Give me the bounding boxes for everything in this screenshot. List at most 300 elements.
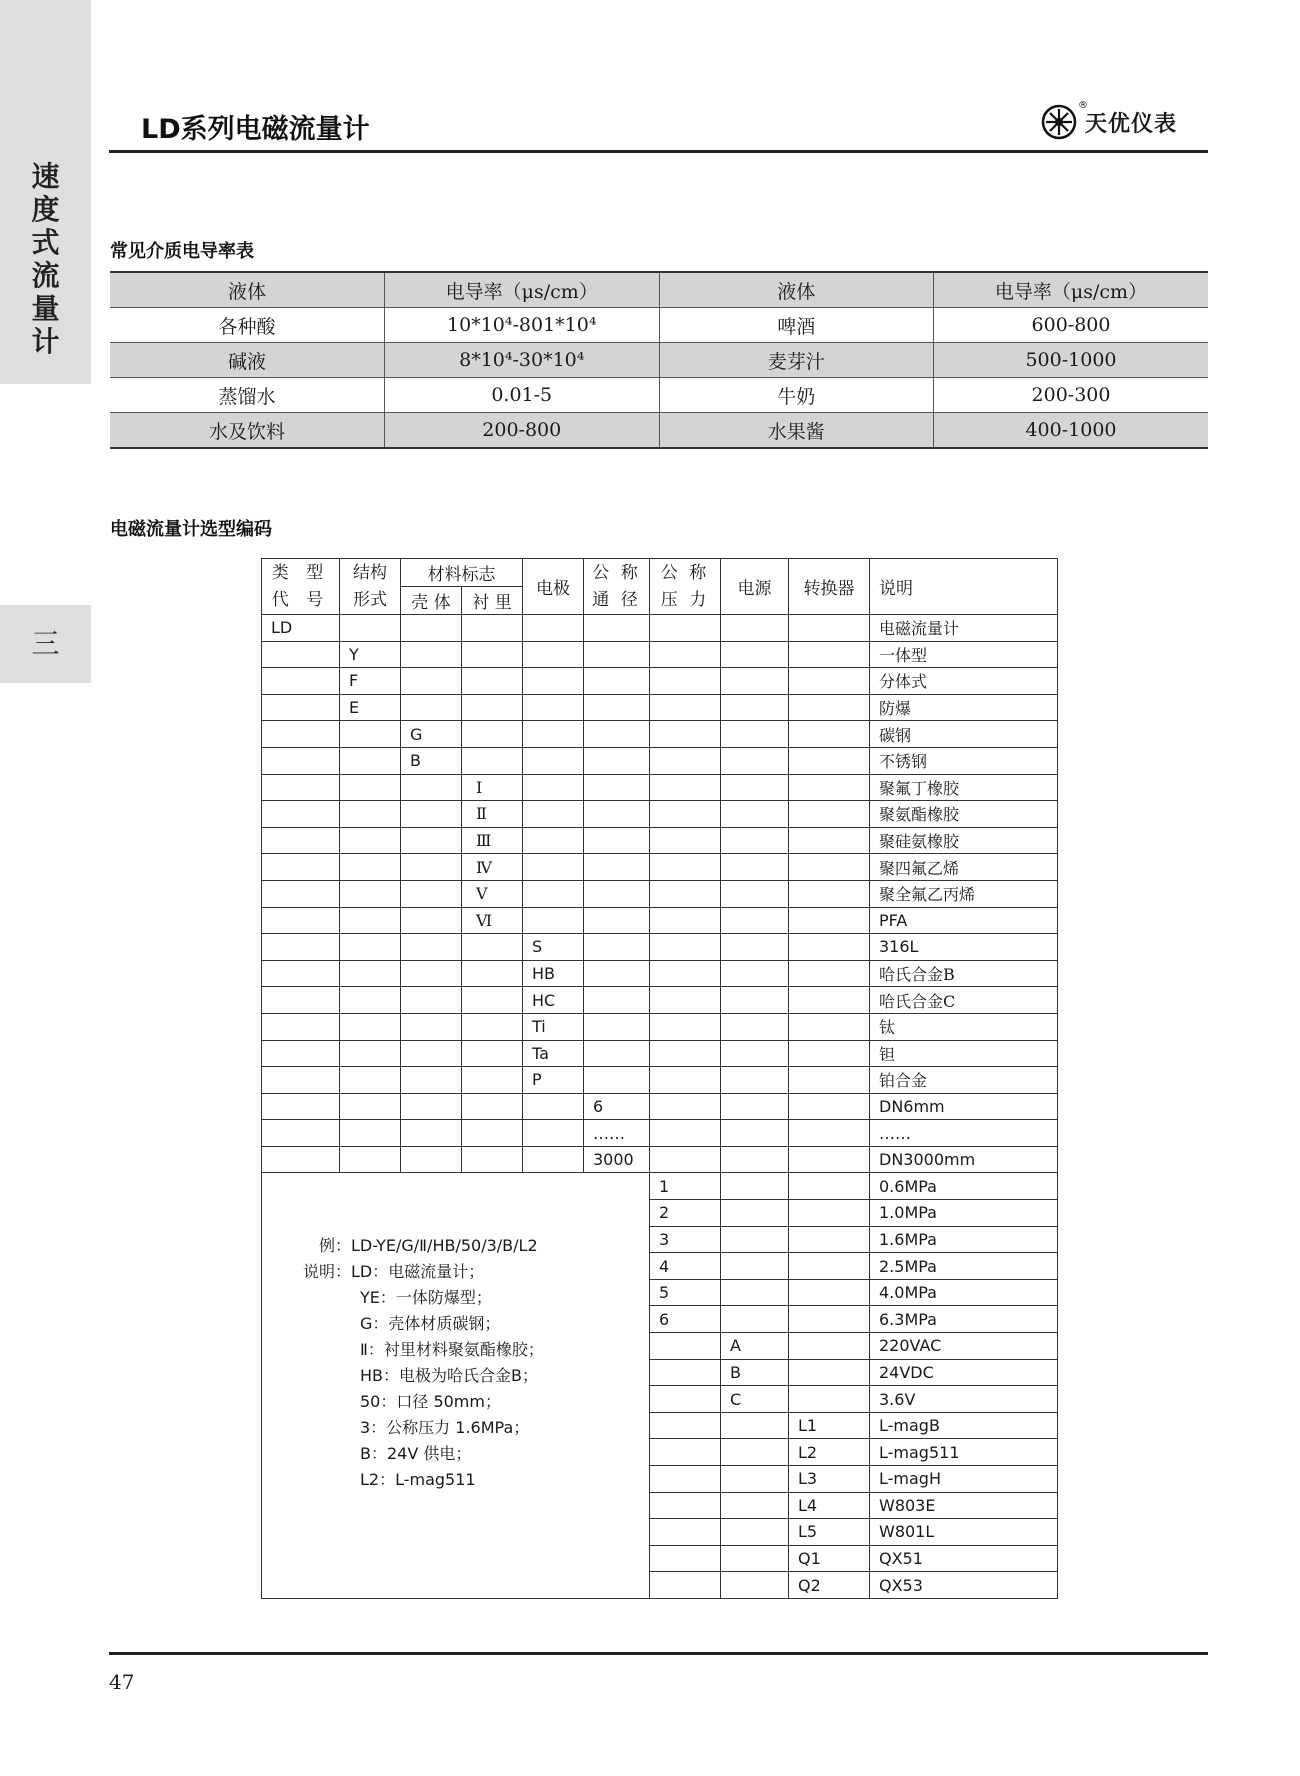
code-cell [401,1013,462,1040]
header-line: 类 型 [271,562,330,583]
selection-row [262,774,1058,801]
selection-title: 电磁流量计选型编码 [110,519,272,540]
code-cell: B [401,747,462,774]
code-cell: HC [523,987,584,1014]
code-cell [523,1120,584,1147]
selection-row [262,747,1058,774]
desc-cell: 钽 [870,1040,1058,1067]
chapter-label: 三 [31,627,60,660]
desc-cell: DN3000mm [870,1146,1058,1173]
code-cell: HB [523,960,584,987]
code-cell [401,694,462,721]
conductivity-header-cell: 电导率（μs/cm） [934,272,1209,308]
code-cell [650,854,721,881]
code-cell [340,827,401,854]
code-cell [650,801,721,828]
code-cell [523,615,584,642]
code-cell [462,960,523,987]
code-cell: Q2 [789,1572,870,1599]
code-cell [401,907,462,934]
selection-row [262,880,1058,907]
code-cell: LD [262,615,340,642]
code-cell [789,1093,870,1120]
desc-cell: L-magB [870,1412,1058,1439]
header-line: 形式 [353,589,387,610]
code-cell [721,854,789,881]
desc-cell: 2.5MPa [870,1253,1058,1280]
code-cell [262,1067,340,1094]
conductivity-row [110,343,1208,378]
code-cell [584,1067,650,1094]
code-cell [262,721,340,748]
conductivity-cell: 麦芽汁 [659,343,934,378]
code-cell [721,960,789,987]
code-cell [789,1200,870,1227]
conductivity-cell: 8*10⁴-30*10⁴ [385,343,660,378]
header-line: 压 力 [660,589,710,610]
desc-cell: 6.3MPa [870,1306,1058,1333]
code-cell [650,1093,721,1120]
code-cell [340,1146,401,1173]
desc-cell: 聚氨酯橡胶 [870,801,1058,828]
code-cell [650,1466,721,1493]
desc-cell: 4.0MPa [870,1279,1058,1306]
code-cell [789,1359,870,1386]
header-line: 结构 [353,562,387,583]
code-cell [721,1306,789,1333]
code-cell [789,721,870,748]
code-cell [262,934,340,961]
code-cell [789,1067,870,1094]
desc-cell: 24VDC [870,1359,1058,1386]
selection-row [262,827,1058,854]
code-cell [401,880,462,907]
conductivity-cell: 水果酱 [659,413,934,449]
code-cell [721,1013,789,1040]
selection-row [262,694,1058,721]
code-cell [650,1439,721,1466]
code-cell: 3000 [584,1146,650,1173]
code-cell [721,1120,789,1147]
code-cell [523,747,584,774]
code-cell [340,1093,401,1120]
desc-cell: L-mag511 [870,1439,1058,1466]
code-cell [789,774,870,801]
code-cell [462,747,523,774]
selection-row [262,615,1058,642]
code-cell: 1 [650,1173,721,1200]
side-label-char: 流 [31,259,60,292]
code-cell [401,960,462,987]
code-cell [584,747,650,774]
code-cell [401,615,462,642]
header-converter: 转换器 [789,559,870,615]
code-cell [401,934,462,961]
code-cell [789,1013,870,1040]
code-cell [721,1093,789,1120]
example-line: YE：一体防爆型； [360,1288,492,1308]
code-cell [789,854,870,881]
code-cell [584,694,650,721]
code-cell [789,1386,870,1413]
code-cell [721,1519,789,1546]
code-cell [789,880,870,907]
code-cell: L3 [789,1466,870,1493]
code-cell [721,1146,789,1173]
code-cell [262,880,340,907]
selection-row [262,960,1058,987]
desc-cell: 1.0MPa [870,1200,1058,1227]
conductivity-cell: 各种酸 [110,308,385,343]
code-cell [721,641,789,668]
header-desc: 说明 [870,559,1058,615]
code-cell [789,907,870,934]
code-cell [262,1146,340,1173]
code-cell [650,1492,721,1519]
conductivity-cell: 10*10⁴-801*10⁴ [385,308,660,343]
conductivity-cell: 牛奶 [659,378,934,413]
example-line: Ⅱ：衬里材料聚氨酯橡胶； [360,1340,544,1360]
code-cell: 6 [650,1306,721,1333]
desc-cell: 聚硅氨橡胶 [870,827,1058,854]
code-cell [584,801,650,828]
desc-cell: 聚氟丁橡胶 [870,774,1058,801]
code-cell [262,1040,340,1067]
code-cell [340,774,401,801]
example-line: L2：L-mag511 [360,1470,476,1490]
header-pressure [650,559,721,615]
desc-cell: 铂合金 [870,1067,1058,1094]
code-cell [340,907,401,934]
page-number: 47 [109,1670,135,1694]
code-cell [650,1120,721,1147]
code-cell [650,1013,721,1040]
code-cell [650,721,721,748]
code-cell [650,1333,721,1360]
example-line: 例：LD-YE/G/Ⅱ/HB/50/3/B/L2 [319,1236,538,1256]
code-cell [650,1067,721,1094]
side-label-char: 式 [31,226,60,259]
desc-cell: PFA [870,907,1058,934]
selection-code-table [261,558,1058,1599]
code-cell [721,668,789,695]
code-cell [721,1040,789,1067]
code-cell [262,668,340,695]
code-cell: 6 [584,1093,650,1120]
desc-cell: 钛 [870,1013,1058,1040]
conductivity-cell: 200-800 [385,413,660,449]
code-cell [650,1359,721,1386]
code-cell [584,960,650,987]
code-cell [262,827,340,854]
code-cell [721,1067,789,1094]
code-cell: Q1 [789,1545,870,1572]
desc-cell: 哈氏合金C [870,987,1058,1014]
selection-row [262,934,1058,961]
code-cell [584,934,650,961]
code-cell [721,774,789,801]
code-cell [340,747,401,774]
desc-cell: …… [870,1120,1058,1147]
code-cell [789,1306,870,1333]
page-title: LD系列电磁流量计 [141,114,370,145]
code-cell [262,747,340,774]
code-cell [721,747,789,774]
code-cell [721,1279,789,1306]
code-cell [650,668,721,695]
code-cell [650,615,721,642]
conductivity-cell: 蒸馏水 [110,378,385,413]
code-cell: Ta [523,1040,584,1067]
header-lining: 衬 里 [462,587,523,615]
code-cell [650,694,721,721]
code-cell [523,1146,584,1173]
code-cell: 5 [650,1279,721,1306]
selection-row [262,987,1058,1014]
code-cell [789,615,870,642]
conductivity-cell: 啤酒 [659,308,934,343]
conductivity-header-cell: 液体 [110,272,385,308]
code-cell [523,880,584,907]
selection-row [262,1146,1058,1173]
code-cell [789,1333,870,1360]
code-cell [721,1466,789,1493]
conductivity-title: 常见介质电导率表 [110,241,254,262]
code-cell [789,694,870,721]
code-cell: A [721,1333,789,1360]
code-cell: Ⅳ [462,854,523,881]
code-cell [462,641,523,668]
code-cell [262,694,340,721]
code-cell [789,1253,870,1280]
brand-name: 天优仪表 [1085,111,1178,137]
code-cell [462,934,523,961]
code-cell [401,1146,462,1173]
code-cell [523,1093,584,1120]
brand-logo [1041,100,1181,144]
footer-rule [109,1652,1208,1655]
example-line: 50：口径 50mm； [360,1392,501,1412]
selection-row [262,1173,1058,1200]
conductivity-cell: 0.01-5 [385,378,660,413]
code-cell [523,641,584,668]
code-cell [650,827,721,854]
conductivity-cell: 200-300 [1031,384,1111,406]
code-cell [401,827,462,854]
header-power: 电源 [721,559,789,615]
code-cell [721,907,789,934]
desc-cell: 316L [870,934,1058,961]
conductivity-header-row [110,272,1208,308]
code-cell [789,960,870,987]
code-cell [262,907,340,934]
code-cell [462,668,523,695]
code-cell [462,615,523,642]
code-cell [340,960,401,987]
header-rule [109,150,1208,153]
code-cell: S [523,934,584,961]
code-cell [401,854,462,881]
code-cell: F [340,668,401,695]
conductivity-cell: 600-800 [1031,314,1111,336]
code-cell [340,934,401,961]
code-cell [462,721,523,748]
example-line: 说明：LD：电磁流量计； [303,1262,485,1282]
desc-cell: 聚四氟乙烯 [870,854,1058,881]
desc-cell: 不锈钢 [870,747,1058,774]
selection-row [262,854,1058,881]
code-cell [650,987,721,1014]
code-cell [340,1040,401,1067]
code-cell [401,641,462,668]
code-cell [650,907,721,934]
code-cell: B [721,1359,789,1386]
code-cell [584,641,650,668]
selection-row [262,668,1058,695]
code-cell [462,1013,523,1040]
code-cell [401,1093,462,1120]
code-cell [584,615,650,642]
code-cell [401,801,462,828]
code-cell: L4 [789,1492,870,1519]
code-cell [721,615,789,642]
code-cell: …… [584,1120,650,1147]
code-cell [650,1040,721,1067]
selection-row [262,1013,1058,1040]
conductivity-cell: 水及饮料 [110,413,385,449]
conductivity-cell: 碱液 [110,343,385,378]
selection-row [262,1093,1058,1120]
code-cell [262,987,340,1014]
code-cell: G [401,721,462,748]
header-material: 材料标志 [401,559,523,587]
desc-cell: QX51 [870,1545,1058,1572]
selection-row [262,1120,1058,1147]
code-cell [262,774,340,801]
selection-header-row [262,559,1058,587]
code-cell [262,1093,340,1120]
code-cell [789,801,870,828]
code-cell [721,1200,789,1227]
code-cell [584,721,650,748]
code-cell [401,1040,462,1067]
desc-cell: W801L [870,1519,1058,1546]
header-line: 公 称 [592,562,641,583]
code-cell [462,694,523,721]
code-cell [584,668,650,695]
code-cell [584,880,650,907]
code-cell [721,1572,789,1599]
code-cell: Ⅰ [462,774,523,801]
code-cell [789,1173,870,1200]
side-tab-chapter [0,605,91,683]
code-cell [523,774,584,801]
desc-cell: W803E [870,1492,1058,1519]
code-cell [523,721,584,748]
desc-cell: 1.6MPa [870,1226,1058,1253]
code-cell [721,1253,789,1280]
example-line: G：壳体材质碳钢； [360,1314,501,1334]
header-line: 公 称 [660,562,710,583]
conductivity-header-cell: 电导率（μs/cm） [385,272,660,308]
desc-cell: QX53 [870,1572,1058,1599]
code-cell [462,1093,523,1120]
code-cell [462,1120,523,1147]
desc-cell: 聚全氟乙丙烯 [870,880,1058,907]
example-line: HB：电极为哈氏合金B； [360,1366,538,1386]
code-cell [650,880,721,907]
code-cell [721,934,789,961]
code-cell [262,854,340,881]
code-cell: Ti [523,1013,584,1040]
example-line: B：24V 供电； [360,1444,472,1464]
side-label-char: 计 [31,325,60,358]
example-block [262,1173,650,1599]
code-cell [650,934,721,961]
code-cell [721,1173,789,1200]
code-cell [262,641,340,668]
code-cell [401,668,462,695]
code-cell: Ⅵ [462,907,523,934]
code-cell [523,694,584,721]
code-cell [523,907,584,934]
code-cell [789,1226,870,1253]
code-cell: 4 [650,1253,721,1280]
desc-cell: 哈氏合金B [870,960,1058,987]
selection-row [262,801,1058,828]
code-cell [340,721,401,748]
code-cell [789,668,870,695]
header-type-code [262,559,340,615]
code-cell [789,747,870,774]
code-cell [789,1120,870,1147]
code-cell [789,1146,870,1173]
selection-row [262,1040,1058,1067]
code-cell [462,1067,523,1094]
code-cell [462,1146,523,1173]
code-cell [584,1013,650,1040]
code-cell [789,827,870,854]
header-line: 通 径 [592,589,641,610]
code-cell [721,880,789,907]
code-cell [401,1120,462,1147]
selection-row [262,641,1058,668]
desc-cell: 防爆 [870,694,1058,721]
selection-row [262,1067,1058,1094]
desc-cell: 3.6V [870,1386,1058,1413]
registered-mark: ® [1078,100,1088,111]
code-cell [340,1013,401,1040]
code-cell [789,987,870,1014]
code-cell [584,907,650,934]
code-cell [650,747,721,774]
code-cell: 3 [650,1226,721,1253]
code-cell [650,1545,721,1572]
code-cell [650,774,721,801]
conductivity-cell: 400-1000 [934,413,1209,449]
code-cell [401,1067,462,1094]
desc-cell: L-magH [870,1466,1058,1493]
code-cell [584,987,650,1014]
desc-cell: 电磁流量计 [870,615,1058,642]
code-cell [262,801,340,828]
code-cell [650,1412,721,1439]
desc-cell: 0.6MPa [870,1173,1058,1200]
code-cell [462,987,523,1014]
code-cell [650,1146,721,1173]
code-cell: P [523,1067,584,1094]
code-cell [523,827,584,854]
